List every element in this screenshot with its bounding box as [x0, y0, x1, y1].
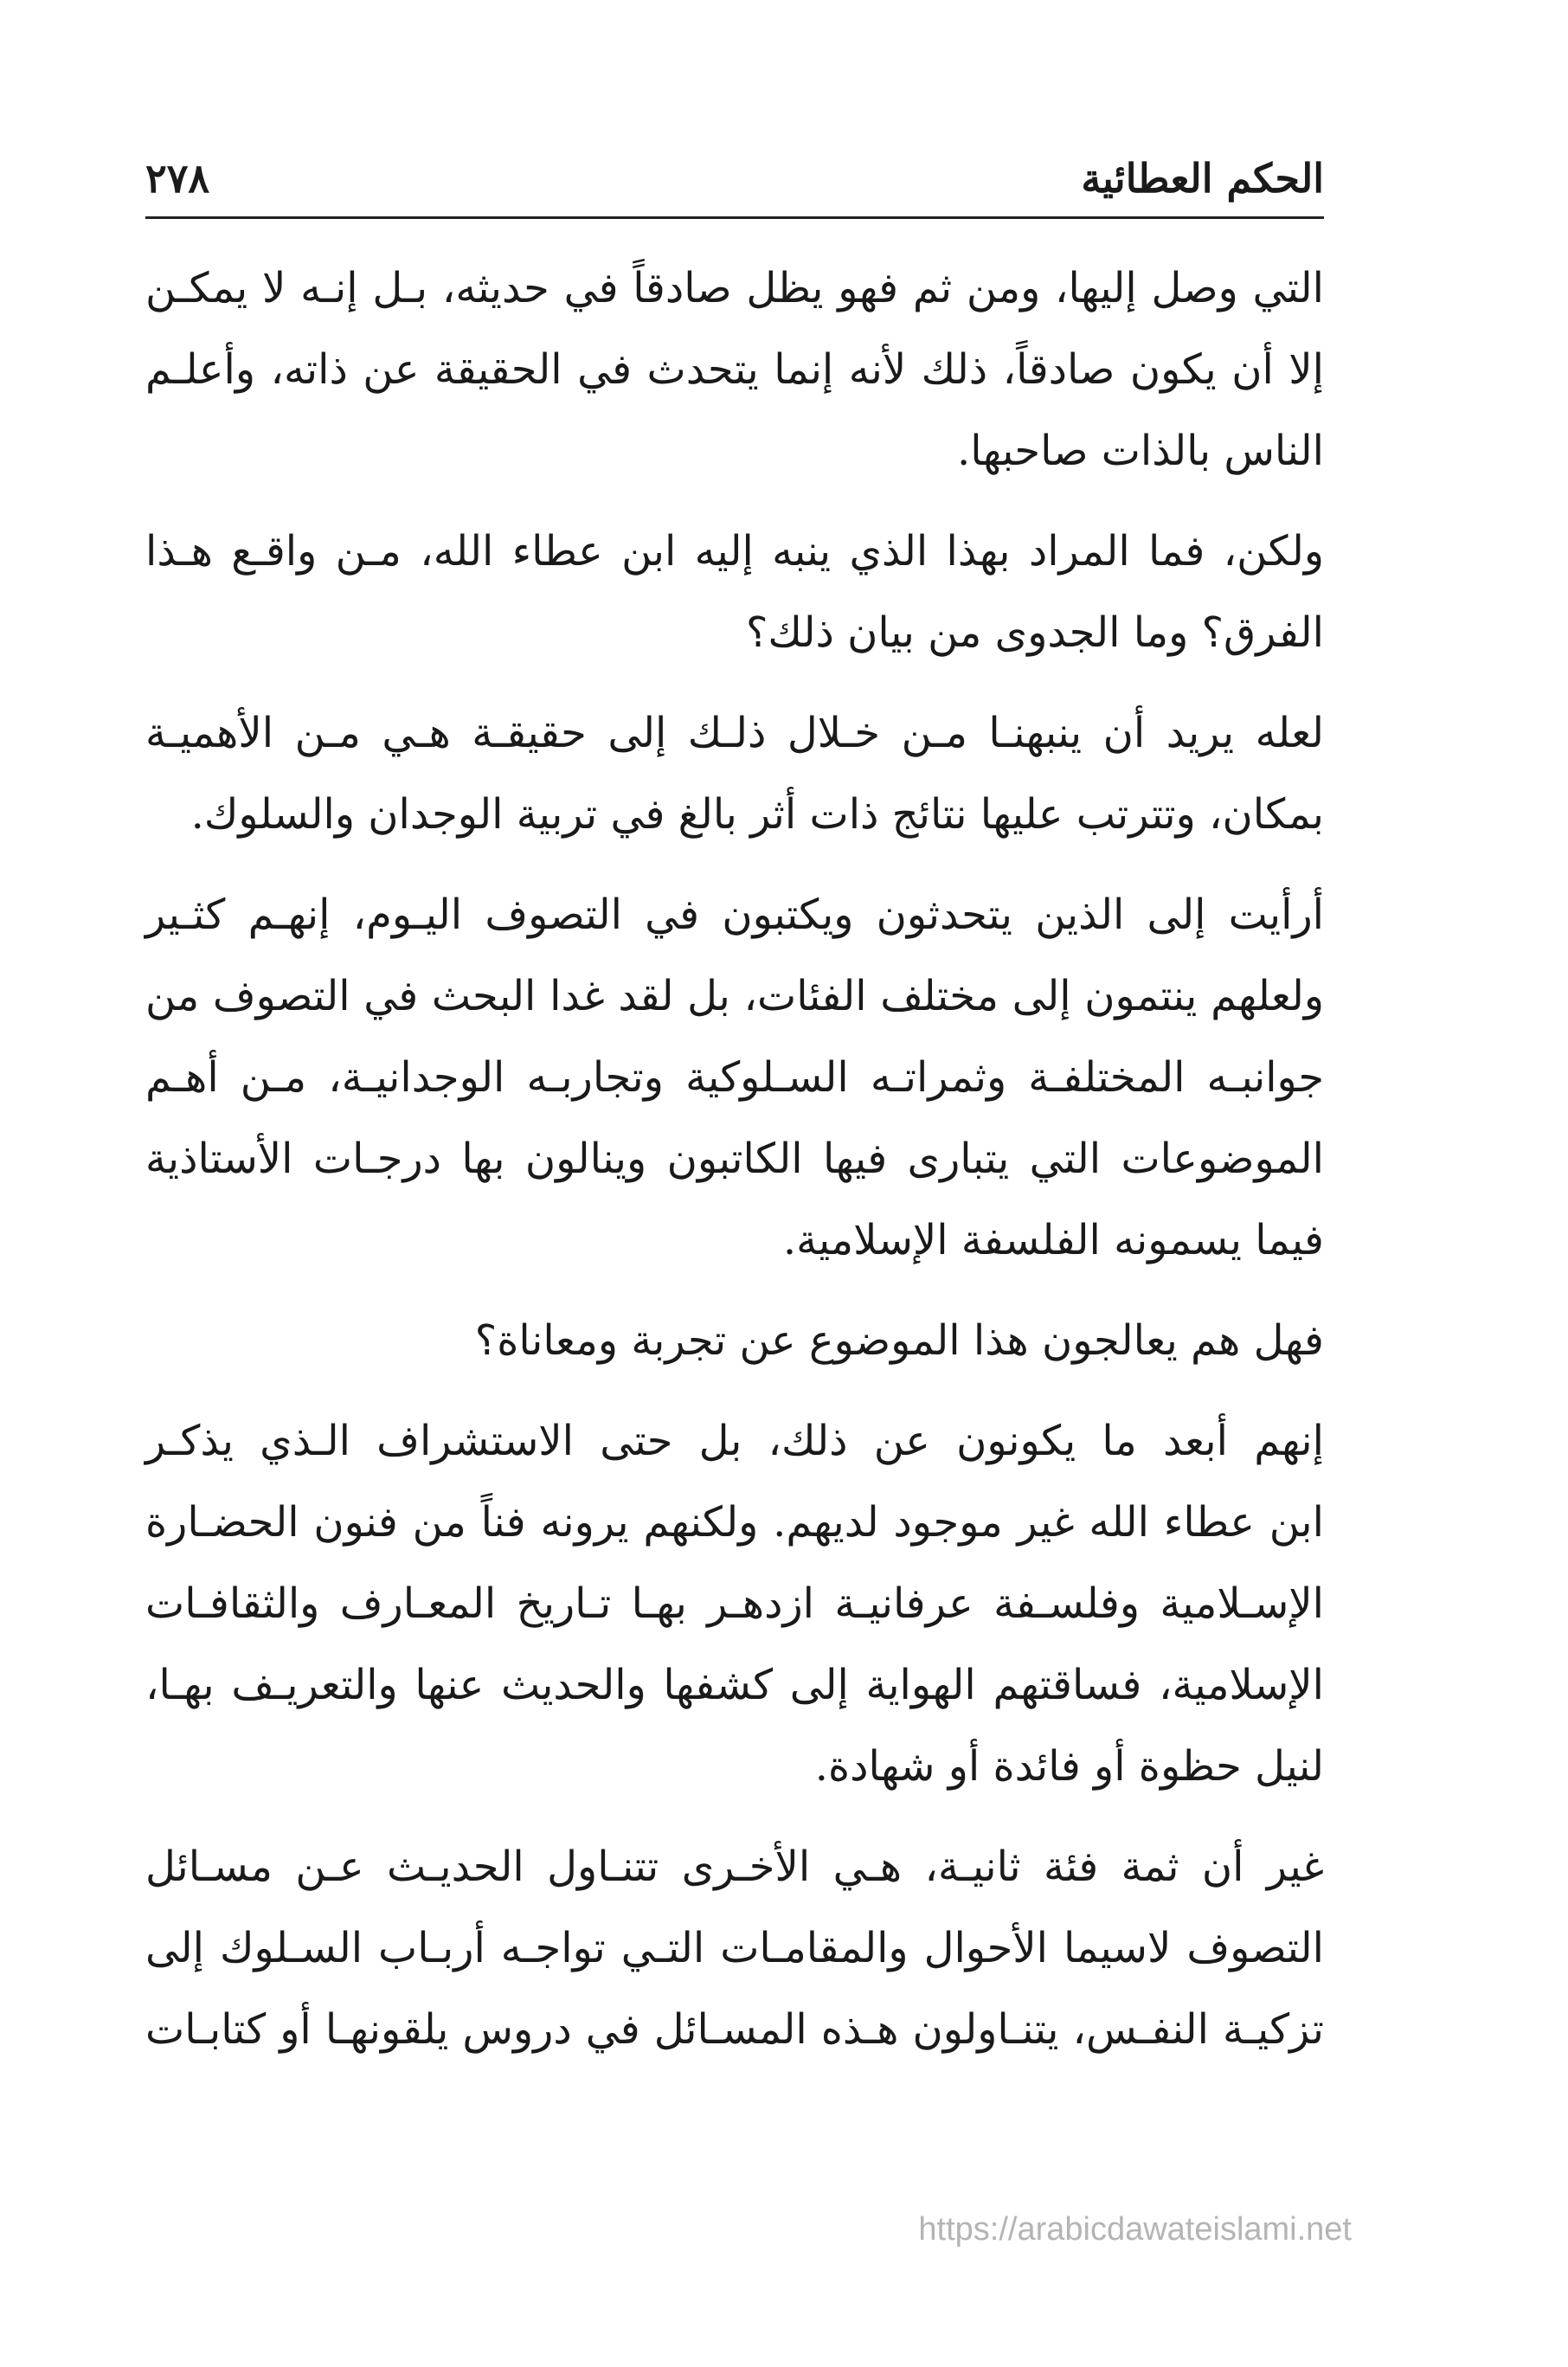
text-line: بمكان، وتترتب عليها نتائج ذات أثر بالغ في تربية الوجدان والسلوك.	[190, 790, 1324, 839]
text-line: التي وصل إليها، ومن ثم فهو يظل صادقاً في حديثه، بـل إنـه لا يمكـن	[145, 264, 1324, 312]
paragraph-4	[145, 874, 1324, 1281]
text-line: التصوف لاسيما الأحوال والمقامـات التـي تواجـه أربـاب السـلوك إلى	[145, 1924, 1324, 1972]
text-line: تزكيـة النفـس، يتنـاولون هـذه المسـائل في دروس يلقونهـا أو كتابـات	[145, 2005, 1324, 2054]
text-line: ولعلهم ينتمون إلى مختلف الفئات، بل لقد غدا البحث في التصوف من	[145, 972, 1324, 1020]
paragraph-7	[145, 1826, 1324, 2070]
text-line: جوانبـه المختلفـة وثمراتـه السـلوكية وتجاربـه الوجدانيـة، مـن أهـم	[145, 1053, 1324, 1102]
paragraph-1	[145, 248, 1324, 492]
text-line: الإسلامية، فساقتهم الهواية إلى كشفها والحديث عنها والتعريـف بهـا،	[145, 1661, 1324, 1709]
text-line: غير أن ثمة فئة ثانيـة، هـي الأخـرى تتنـاول الحديـث عـن مسـائل	[145, 1843, 1324, 1891]
text-line: فيما يسمونه الفلسفة الإسلامية.	[782, 1216, 1324, 1264]
page-number: ٢٧٨	[145, 155, 210, 202]
text-line: أرأيت إلى الذين يتحدثون ويكتبون في التصوف اليـوم، إنهـم كثـير	[145, 891, 1324, 939]
text-line: ابن عطاء الله غير موجود لديهم. ولكنهم يرونه فناً من فنون الحضـارة	[145, 1498, 1324, 1547]
text-line: لعله يريد أن ينبهنـا مـن خـلال ذلـك إلى حقيقـة هـي مـن الأهميـة	[145, 709, 1324, 757]
text-line: الإسـلامية وفلسـفة عرفانيـة ازدهـر بهـا تـاريخ المعـارف والثقافـات	[145, 1579, 1324, 1628]
text-line: إنهم أبعد ما يكونون عن ذلك، بل حتى الاستشراف الـذي يذكـر	[145, 1417, 1324, 1465]
header-divider	[145, 216, 1324, 219]
paragraph-5	[145, 1300, 1324, 1381]
paragraph-2	[145, 511, 1324, 673]
book-title: الحكم العطائية	[1081, 155, 1324, 202]
watermark-url: https://arabicdawateislami.net	[918, 2211, 1352, 2248]
text-line: الفرق؟ وما الجدوى من بيان ذلك؟	[745, 608, 1324, 657]
text-line: لنيل حظوة أو فائدة أو شهادة.	[814, 1742, 1324, 1791]
text-line: ولكن، فما المراد بهذا الذي ينبه إليه ابن عطاء الله، مـن واقـع هـذا	[145, 527, 1324, 576]
text-line: فهل هم يعالجون هذا الموضوع عن تجربة ومعاناة؟	[474, 1316, 1324, 1365]
paragraph-3	[145, 692, 1324, 855]
text-line: إلا أن يكون صادقاً، ذلك لأنه إنما يتحدث في الحقيقة عن ذاته، وأعلـم	[145, 345, 1324, 394]
running-header	[145, 145, 1324, 206]
paragraph-6	[145, 1400, 1324, 1807]
text-line: الموضوعات التي يتبارى فيها الكاتبون وينالون بها درجـات الأستاذية	[145, 1135, 1324, 1183]
text-line: الناس بالذات صاحبها.	[956, 427, 1324, 475]
body-text	[145, 248, 1324, 2089]
